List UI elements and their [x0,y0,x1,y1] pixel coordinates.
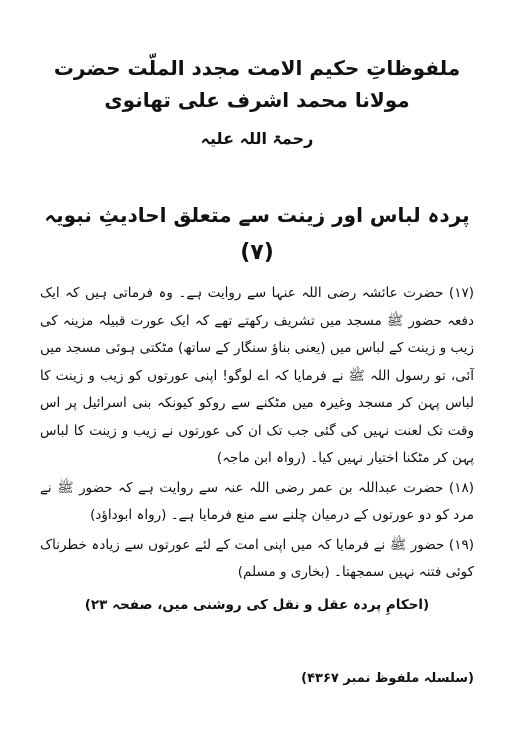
header-subtitle: رحمۃ اللہ علیہ [200,129,314,148]
hadith-17: (۱۷) حضرت عائشہ رضی اللہ عنہا سے روایت ہے۔ وہ فرماتی ہیں کہ ایک دفعہ حضور ﷺ مسجد میں تشریف رکھتے تھے کہ ایک عورت قبیلہ مزینہ کی زیب و زینت کے لباس میں (یعنی بناؤ سنگار کے ساتھ) مٹکتی ہوئی مسجد میں آئی، تو رسول اللہ ﷺ نے فرمایا کہ اے لوگو! اپنی عورتوں کو زیب و زینت کا لباس پہن کر مسجد وغیرہ میں مٹکنے سے روکو کیونکہ بنی اسرائیل پر اس وقت تک لعنت نہیں کی گئی جب تک ان کی عورتوں نے زیب و زینت کا لباس پہن کر مٹکنا اختیار نہیں کیا۔ (رواہ ابن ماجہ) [40,285,474,466]
hadith-18: (۱۸) حضرت عبداللہ بن عمر رضی اللہ عنہ سے روایت ہے کہ حضور ﷺ نے مرد کو دو عورتوں کے درمیان چلنے سے منع فرمایا ہے۔ (رواہ ابوداؤد) [40,479,474,523]
book-reference: (احکامِ پردہ عقل و نقل کی روشنی میں، صفحہ ۲۳) [84,596,430,613]
hadith-body [40,280,474,587]
section-number: (۷) [240,240,274,265]
series-number: (سلسلہ ملفوظ نمبر ۴۳۶۷) [301,670,474,686]
header-title: ملفوظاتِ حکیم الامت مجدد الملّت حضرت مولانا محمد اشرف علی تھانوی [53,56,461,112]
topic-heading: پردہ لباس اور زینت سے متعلق احادیثِ نبویہ [44,203,470,227]
hadith-19: (۱۹) حضور ﷺ نے فرمایا کہ میں اپنی امت کے لئے عورتوں سے زیادہ خطرناک کوئی فتنہ نہیں سمجھتا۔ (بخاری و مسلم) [40,536,474,580]
